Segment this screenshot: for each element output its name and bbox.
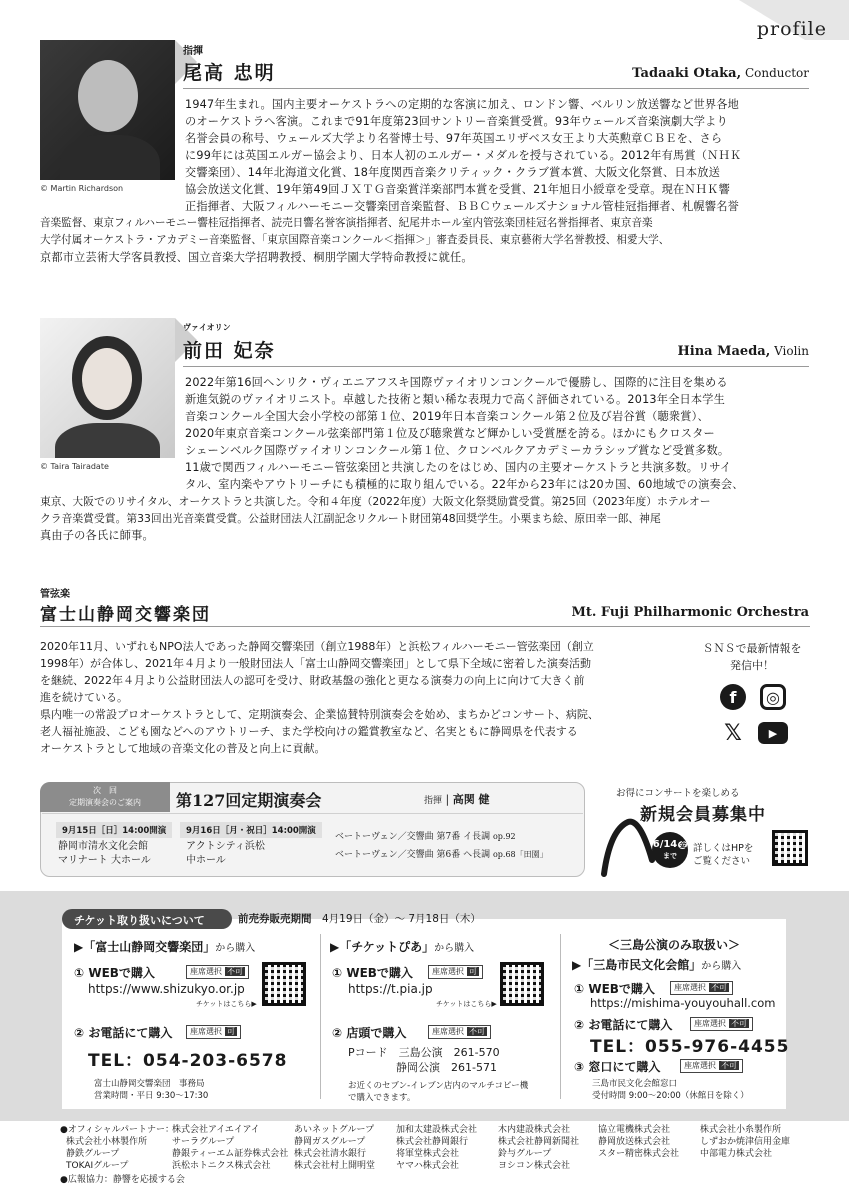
conductor-role: 指揮 <box>183 46 203 57</box>
next-concert-tag: 次 回 定期演奏会のご案内 <box>40 782 170 812</box>
conductor-en-name: Tadaaki Otaka, Conductor <box>632 66 809 81</box>
photo-credit: © Martin Richardson <box>40 184 124 193</box>
col2-store-label: ② 店頭で購入 <box>332 1026 407 1040</box>
col3-seat-badge: 座席選択 不可 <box>690 1017 753 1031</box>
col3-note: ＜三島公演のみ取扱い＞ <box>608 938 741 952</box>
facebook-icon[interactable]: f <box>720 684 746 710</box>
violinist-name: 前田 妃奈 <box>183 340 276 362</box>
col1-heading: ▶「富士山静岡交響楽団」から購入 <box>74 940 256 954</box>
col2-heading: ▶「チケットぴあ」から購入 <box>330 940 475 954</box>
orchestra-en-name: Mt. Fuji Philharmonic Orchestra <box>571 605 809 620</box>
violinist-en-name: Hina Maeda, Violin <box>677 344 809 359</box>
conductor-bio: 1947年生まれ。国内主要オーケストラへの定期的な客演に加え、ロンドン響、ベルリン放送響など世界各地 のオーケストラへ客演。これまで91年度第23回サントリー音楽賞受賞。93年ウェールズ音楽演劇大学より 名誉会員の称号、ウェールズ大学より名誉博士号、97年英国エリザベス女王より大英勲章ＣＢＥを、さら に99年には英国エルガー協会より、日本人初のエルガー・メダルを授与されている。2012年有馬賞（ＮＨＫ 交響楽団）、14年北海道文化賞、18年度関西音楽クリティック・クラブ賞本賞、大阪文化祭賞、日本放送 協会放送文化賞、19年第49回ＪＸＴＧ音楽賞洋楽部門本賞を受賞、21年旭日小綬章を受章。現在ＮＨＫ響 正指揮者、大阪フィルハーモニー交響楽団音楽監督、ＢＢＣウェールズナショナル管桂冠指揮者、札幌響名誉 音楽監督、東京フィルハーモニー響桂冠指揮者、読売日響名誉客演指揮者、紀尾井ホール室内管弦楽団桂冠名誉指揮者、東京音楽 大学付属オーケストラ・アカデミー音楽監督、「東京国際音楽コンクール＜指揮＞」審査委員長、東京藝術大学名誉教授、相愛大学、 京都市立芸術大学客員教授、国立音楽大学招聘教授、桐朋学園大学特命教授に就任。 <box>40 98 742 264</box>
col1-tel[interactable]: TEL：054-203-6578 <box>88 1051 288 1071</box>
concert-conductor: 指揮 | 高関 健 <box>424 793 490 806</box>
col1-qr-note: チケットはこちら▶ <box>196 1000 257 1008</box>
photo-credit: © Taira Tairadate <box>40 462 109 471</box>
concert-date-2: 9月16日［月・祝日］14:00開演 <box>180 822 322 838</box>
partners-col-4: 木内建設株式会社 株式会社静岡新聞社 鈴与グループ ヨシコン株式会社 <box>498 1125 580 1171</box>
col2-qr-note: チケットはこちら▶ <box>436 1000 497 1008</box>
col2-note: お近くのセブン-イレブン店内のマルチコピー機 で購入できます。 <box>348 1081 529 1103</box>
orchestra-bio: 2020年11月、いずれもNPO法人であった静岡交響楽団（創立1988年）と浜松フィルハーモニー管弦楽団（創立 1998年）が合体し、2021年４月より一般財団法人「富士山静岡交響楽団」として県下全域に密着した演奏活動 を継続、2022年４月より公益財団法人の認可を受け、財政基盤の強化と更なる演奏力の向上に向けて大きく前 進を続けている。 県内唯一の常設プロオーケストラとして、定期演奏会、企業協賛特別演奏会を始め、まちかどコンサート、病院、 老人福祉施設、こども園などへのアウトリーチ、また学校向けの鑑賞教室など、名実ともに静岡県を代表する オーケストラとして地域の音楽文化の普及と向上に貢献。 <box>40 640 599 755</box>
col1-url[interactable]: https://www.shizukyo.or.jp <box>88 982 245 996</box>
partners-col-1: 株式会社アイエイアイ サーラグループ 静銀ティーエム証券株式会社 浜松ホトニクス株式会社 <box>172 1125 289 1171</box>
col3-url[interactable]: https://mishima-youyouhall.com <box>590 996 776 1010</box>
concert-title: 第127回定期演奏会 <box>176 791 322 810</box>
sns-notice: ＳＮＳで最新情報を 発信中！ <box>702 642 802 672</box>
col2-qr-code[interactable] <box>500 962 544 1006</box>
col3-window-label: ③ 窓口にて購入 <box>574 1060 661 1074</box>
col1-web-label: ① WEBで購入 <box>74 966 155 980</box>
partners-label: ●オフィシャルパートナー： <box>60 1125 175 1135</box>
partners-col-5: 協立電機株式会社 静岡放送株式会社 スター精密株式会社 <box>598 1125 680 1159</box>
membership-swoosh <box>600 800 660 878</box>
col3-tel[interactable]: TEL：055-976-4455 <box>590 1037 790 1057</box>
divider <box>40 626 810 627</box>
membership-title: 新規会員募集中 <box>640 805 766 825</box>
orchestra-role: 管弦楽 <box>40 589 70 600</box>
membership-qr-code[interactable] <box>772 830 808 866</box>
ticket-heading: チケット取り扱いについて <box>62 909 232 929</box>
partners-first-col: 株式会社小林製作所 静鉄グループ TOKAIグループ <box>66 1137 148 1171</box>
concert-venue-1: 静岡市清水文化会館 マリナート 大ホール <box>58 841 151 866</box>
col3-tel-label: ② お電話にて購入 <box>574 1018 673 1032</box>
partners-col-2: あいネットグループ 静岡ガスグループ 株式会社清水銀行 株式会社村上開明堂 <box>294 1125 376 1171</box>
col2-seat-badge: 座席選択 不可 <box>428 1025 491 1039</box>
col2-pcode: Pコード 三島公演 261-570 静岡公演 261-571 <box>348 1046 500 1074</box>
violinist-role: ヴァイオリン <box>183 323 231 332</box>
col3-seat-badge: 座席選択 不可 <box>680 1059 743 1073</box>
col3-seat-badge: 座席選択 不可 <box>670 981 733 995</box>
col2-seat-badge: 座席選択 可 <box>428 965 483 979</box>
divider <box>560 934 561 1099</box>
col1-tel-label: ② お電話にて購入 <box>74 1026 173 1040</box>
partners-col-3: 加和太建設株式会社 株式会社静岡銀行 将軍堂株式会社 ヤマハ株式会社 <box>396 1125 478 1171</box>
membership-intro: お得にコンサートを楽しめる <box>616 788 740 799</box>
membership-detail: 詳しくはHPを ご覧ください <box>693 843 754 867</box>
col1-qr-code[interactable] <box>262 962 306 1006</box>
concert-program: ベートーヴェン／交響曲 第7番 イ長調 op.92 ベートーヴェン／交響曲 第6番 ヘ長調 op.68「田園」 <box>335 832 548 860</box>
divider <box>183 88 809 89</box>
col3-office: 三島市民文化会館窓口 受付時間 9:00〜20:00（休館日を除く） <box>592 1079 749 1101</box>
col2-web-label: ① WEBで購入 <box>332 966 413 980</box>
concert-venue-2: アクトシティ浜松 中ホール <box>186 841 265 866</box>
instagram-icon[interactable]: ◎ <box>760 684 786 710</box>
partners-col-6: 株式会社小糸製作所 しずおか焼津信用金庫 中部電力株式会社 <box>700 1125 791 1159</box>
divider <box>183 366 809 367</box>
youtube-icon[interactable]: ▶ <box>758 722 788 744</box>
divider <box>320 934 321 1099</box>
col2-url[interactable]: https://t.pia.jp <box>348 982 433 996</box>
col1-seat-badge: 座席選択 不可 <box>186 965 249 979</box>
col3-heading: ▶「三島市民文化会館」から購入 <box>572 958 742 972</box>
violinist-bio: 2022年第16回ヘンリク・ヴィエニアフスキ国際ヴァイオリンコンクールで優勝し、国際的に注目を集める 新進気鋭のヴァイオリニスト。卓越した技術と類い稀な表現力で高く評価されている。2013年全日本学生 音楽コンクール全国大会小学校の部第１位、2019年日本音楽コンクール第２位及び岩谷賞（聴衆賞）、 2020年東京音楽コンクール弦楽部門第１位及び聴衆賞など輝かしい受賞歴を誇る。ほかにもクロスター シェーンベルク国際ヴァイオリンコンクール第１位、クロンベルクアカデミーカラシップ賞など受賞多数。 11歳で関西フィルハーモニー管弦楽団と共演したのをはじめ、国内の主要オーケストラと共演多数。リサイ タル、室内楽やアウトリーチにも積極的に取り組んでいる。22年から23年には20カ国、60地域での演奏会、 東京、大阪でのリサイタル、オーケストラと共演した。令和４年度（2022年度）大阪文化祭奨励賞受賞。第25回（2023年度）ホテルオー クラ音楽賞受賞。第33回出光音楽賞受賞。公益財団法人江副記念リクルート財団第48回奨学生。小栗まち絵、原田幸一郎、神尾 真由子の各氏に師事。 <box>40 376 744 542</box>
col1-seat-badge: 座席選択 可 <box>186 1025 241 1039</box>
concert-date-1: 9月15日［日］14:00開演 <box>56 822 172 838</box>
orchestra-name: 富士山静岡交響楽団 <box>40 605 211 625</box>
pr-support: ●広報協力：静響を応援する会 <box>60 1175 185 1185</box>
x-icon[interactable]: 𝕏 <box>720 720 746 746</box>
membership-deadline-badge: 6/14 金 まで <box>652 832 688 868</box>
section-title: profile <box>756 18 827 40</box>
col3-web-label: ① WEBで購入 <box>574 982 655 996</box>
divider <box>42 813 583 814</box>
col1-office: 富士山静岡交響楽団 事務局 営業時間・平日 9:30〜17:30 <box>94 1079 209 1101</box>
conductor-name: 尾高 忠明 <box>183 62 276 84</box>
sale-period: 前売券販売期間 4月19日（金）〜 7月18日（木） <box>238 913 481 925</box>
